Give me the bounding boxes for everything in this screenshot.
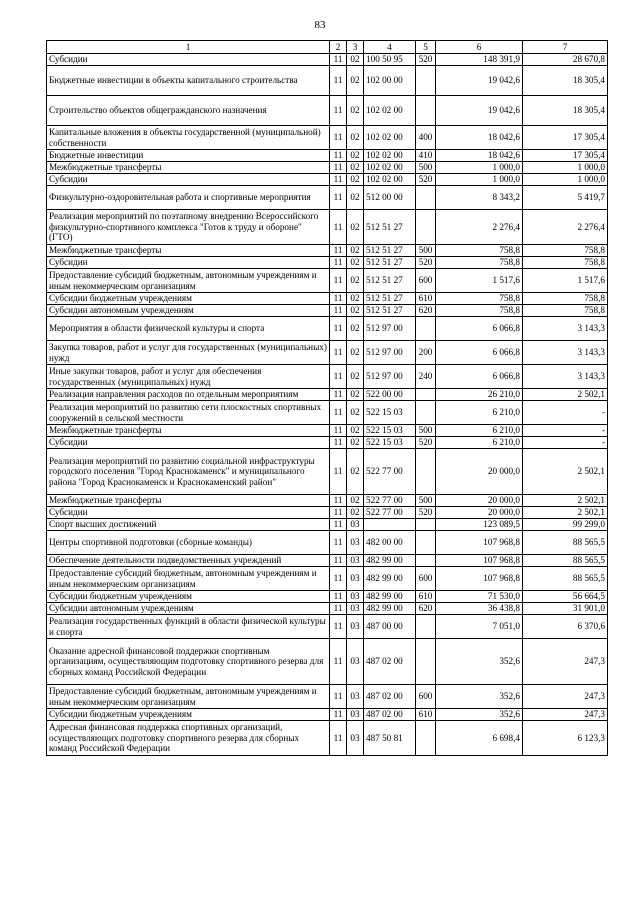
row-name-cell: Спорт высших достижений [47,519,330,531]
target-article-cell: 487 02 00 [364,639,416,685]
row-name-cell: Реализация мероприятий по развитию сети плоскостных спортивных сооружений в сельской местности [47,401,330,425]
section-code-cell: 11 [330,317,347,341]
expense-type-cell: 520 [416,174,436,186]
amount-column-6-cell: 107 968,8 [436,555,523,567]
section-code-cell: 11 [330,685,347,709]
target-article-cell: 522 00 00 [364,389,416,401]
subsection-code-cell: 02 [347,293,364,305]
amount-column-7-cell: 28 670,8 [523,54,608,66]
amount-column-7-cell: 247,3 [523,709,608,721]
target-article-cell: 102 00 00 [364,66,416,96]
row-name-cell: Субсидии бюджетным учреждениям [47,293,330,305]
subsection-code-cell: 02 [347,162,364,174]
table-row [47,639,608,685]
section-code-cell: 11 [330,401,347,425]
amount-column-6-cell: 6 066,8 [436,341,523,365]
amount-column-6-cell: 19 042,6 [436,96,523,126]
subsection-code-cell: 03 [347,567,364,591]
expense-type-cell: 600 [416,685,436,709]
section-code-cell: 11 [330,425,347,437]
section-code-cell: 11 [330,709,347,721]
expense-type-cell: 520 [416,54,436,66]
amount-column-6-cell: 2 276,4 [436,210,523,245]
section-code-cell: 11 [330,615,347,639]
amount-column-6-cell: 352,6 [436,685,523,709]
row-name-cell: Субсидии [47,507,330,519]
section-code-cell: 11 [330,507,347,519]
target-article-cell: 102 02 00 [364,126,416,150]
target-article-cell: 487 00 00 [364,615,416,639]
expense-type-cell: 500 [416,495,436,507]
target-article-cell: 102 02 00 [364,150,416,162]
target-article-cell: 522 77 00 [364,495,416,507]
row-name-cell: Реализация мероприятий по поэтапному внедрению Всероссийского физкультурно-спортивного комплекса "Готов к труду и обороне" (ГТО) [47,210,330,245]
amount-column-7-cell: 758,8 [523,245,608,257]
expense-type-cell: 520 [416,437,436,449]
table-row [47,341,608,365]
section-code-cell: 11 [330,96,347,126]
amount-column-6-cell: 18 042,6 [436,126,523,150]
table-row [47,66,608,96]
amount-column-7-cell: - [523,401,608,425]
subsection-code-cell: 02 [347,389,364,401]
amount-column-7-cell: 1 000,0 [523,162,608,174]
column-header-7: 7 [523,41,608,54]
row-name-cell: Физкультурно-оздоровительная работа и спортивные мероприятия [47,186,330,210]
expense-type-cell: 410 [416,150,436,162]
row-name-cell: Бюджетные инвестиции [47,150,330,162]
expense-type-cell: 520 [416,507,436,519]
table-row [47,603,608,615]
amount-column-7-cell: 247,3 [523,685,608,709]
row-name-cell: Межбюджетные трансферты [47,425,330,437]
row-name-cell: Субсидии [47,174,330,186]
row-name-cell: Субсидии бюджетным учреждениям [47,709,330,721]
amount-column-7-cell: 758,8 [523,293,608,305]
table-row [47,555,608,567]
target-article-cell: 487 50 81 [364,721,416,756]
section-code-cell: 11 [330,174,347,186]
row-name-cell: Обеспечение деятельности подведомственных учреждений [47,555,330,567]
target-article-cell: 512 51 27 [364,293,416,305]
amount-column-7-cell: 17 305,4 [523,126,608,150]
target-article-cell: 512 51 27 [364,210,416,245]
expense-type-cell: 600 [416,567,436,591]
amount-column-6-cell: 20 000,0 [436,449,523,495]
amount-column-6-cell: 758,8 [436,245,523,257]
section-code-cell: 11 [330,126,347,150]
amount-column-7-cell: 88 565,5 [523,555,608,567]
amount-column-7-cell: 5 419,7 [523,186,608,210]
table-row [47,721,608,756]
amount-column-6-cell: 352,6 [436,709,523,721]
amount-column-6-cell: 36 438,8 [436,603,523,615]
amount-column-6-cell: 7 051,0 [436,615,523,639]
target-article-cell: 512 51 27 [364,269,416,293]
section-code-cell: 11 [330,365,347,389]
target-article-cell: 482 99 00 [364,567,416,591]
row-name-cell: Закупка товаров, работ и услуг для государственных (муниципальных) нужд [47,341,330,365]
row-name-cell: Бюджетные инвестиции в объекты капитального строительства [47,66,330,96]
subsection-code-cell: 02 [347,210,364,245]
amount-column-7-cell: 18 305,4 [523,96,608,126]
expense-type-cell [416,639,436,685]
target-article-cell: 482 99 00 [364,603,416,615]
row-name-cell: Мероприятия в области физической культуры и спорта [47,317,330,341]
row-name-cell: Иные закупки товаров, работ и услуг для обеспечения государственных (муниципальных) нужд [47,365,330,389]
row-name-cell: Межбюджетные трансферты [47,495,330,507]
table-row [47,519,608,531]
table-row [47,709,608,721]
target-article-cell: 512 51 27 [364,257,416,269]
expense-type-cell: 620 [416,305,436,317]
subsection-code-cell: 03 [347,555,364,567]
expense-type-cell [416,449,436,495]
row-name-cell: Субсидии [47,437,330,449]
amount-column-6-cell: 6 210,0 [436,425,523,437]
subsection-code-cell: 03 [347,685,364,709]
expense-type-cell: 610 [416,591,436,603]
section-code-cell: 11 [330,591,347,603]
amount-column-7-cell: - [523,437,608,449]
amount-column-6-cell: 20 000,0 [436,495,523,507]
amount-column-7-cell: 3 143,3 [523,365,608,389]
subsection-code-cell: 03 [347,615,364,639]
subsection-code-cell: 02 [347,257,364,269]
column-header-6: 6 [436,41,523,54]
subsection-code-cell: 02 [347,126,364,150]
target-article-cell: 522 77 00 [364,449,416,495]
amount-column-7-cell: 2 276,4 [523,210,608,245]
subsection-code-cell: 03 [347,721,364,756]
section-code-cell: 11 [330,567,347,591]
table-row [47,245,608,257]
page-number: 83 [314,19,326,31]
row-name-cell: Предоставление субсидий бюджетным, автономным учреждениям и иным некоммерческим организациям [47,685,330,709]
table-row [47,591,608,603]
column-header-2: 2 [330,41,347,54]
table-row [47,567,608,591]
expense-type-cell [416,210,436,245]
table-row [47,437,608,449]
target-article-cell: 100 50 95 [364,54,416,66]
amount-column-6-cell: 6 210,0 [436,401,523,425]
subsection-code-cell: 02 [347,305,364,317]
target-article-cell: 482 99 00 [364,555,416,567]
target-article-cell: 487 02 00 [364,685,416,709]
amount-column-6-cell: 18 042,6 [436,150,523,162]
row-name-cell: Оказание адресной финансовой поддержки спортивным организациям, осуществляющим подготовку спортивного резерва для сборных команд Российской Федерации [47,639,330,685]
expense-type-cell: 500 [416,162,436,174]
amount-column-7-cell: 758,8 [523,305,608,317]
subsection-code-cell: 02 [347,186,364,210]
subsection-code-cell: 02 [347,449,364,495]
row-name-cell: Предоставление субсидий бюджетным, автономным учреждениям и иным некоммерческим организациям [47,269,330,293]
table-row [47,257,608,269]
subsection-code-cell: 02 [347,437,364,449]
expense-type-cell [416,519,436,531]
target-article-cell: 522 77 00 [364,507,416,519]
expense-type-cell [416,317,436,341]
table-row [47,389,608,401]
section-code-cell: 11 [330,639,347,685]
row-name-cell: Строительство объектов общегражданского назначения [47,96,330,126]
expense-type-cell: 400 [416,126,436,150]
table-row [47,507,608,519]
amount-column-7-cell: 88 565,5 [523,531,608,555]
row-name-cell: Капитальные вложения в объекты государственной (муниципальной) собственности [47,126,330,150]
row-name-cell: Центры спортивной подготовки (сборные команды) [47,531,330,555]
subsection-code-cell: 02 [347,66,364,96]
header-row [47,41,608,54]
table-row [47,615,608,639]
column-header-3: 3 [347,41,364,54]
amount-column-7-cell: 2 502,1 [523,495,608,507]
table-row [47,96,608,126]
table-row [47,305,608,317]
subsection-code-cell: 03 [347,519,364,531]
row-name-cell: Адресная финансовая поддержка спортивных организаций, осуществляющих подготовку спортивного резерва для сборных команд Российской Федерации [47,721,330,756]
expense-type-cell: 200 [416,341,436,365]
section-code-cell: 11 [330,269,347,293]
column-header-4: 4 [364,41,416,54]
amount-column-7-cell: - [523,425,608,437]
amount-column-6-cell: 352,6 [436,639,523,685]
amount-column-6-cell: 1 000,0 [436,162,523,174]
row-name-cell: Субсидии [47,54,330,66]
amount-column-7-cell: 2 502,1 [523,389,608,401]
row-name-cell: Субсидии бюджетным учреждениям [47,591,330,603]
expense-type-cell: 500 [416,425,436,437]
section-code-cell: 11 [330,495,347,507]
expense-type-cell [416,615,436,639]
expense-type-cell: 500 [416,245,436,257]
target-article-cell: 512 51 27 [364,245,416,257]
subsection-code-cell: 02 [347,495,364,507]
expense-type-cell [416,186,436,210]
table-row [47,365,608,389]
amount-column-7-cell: 6 370,6 [523,615,608,639]
section-code-cell: 11 [330,293,347,305]
subsection-code-cell: 02 [347,425,364,437]
column-header-5: 5 [416,41,436,54]
table-row [47,401,608,425]
amount-column-7-cell: 758,8 [523,257,608,269]
amount-column-6-cell: 1 000,0 [436,174,523,186]
target-article-cell: 522 15 03 [364,401,416,425]
expense-type-cell [416,401,436,425]
budget-table [46,40,608,756]
expense-type-cell: 610 [416,293,436,305]
amount-column-7-cell: 2 502,1 [523,507,608,519]
subsection-code-cell: 02 [347,269,364,293]
section-code-cell: 11 [330,186,347,210]
table-row [47,269,608,293]
amount-column-6-cell: 8 343,2 [436,186,523,210]
section-code-cell: 11 [330,257,347,269]
table-row [47,54,608,66]
section-code-cell: 11 [330,245,347,257]
table-row [47,126,608,150]
row-name-cell: Межбюджетные трансферты [47,162,330,174]
subsection-code-cell: 03 [347,531,364,555]
target-article-cell: 482 00 00 [364,531,416,555]
amount-column-6-cell: 758,8 [436,257,523,269]
amount-column-7-cell: 1 517,6 [523,269,608,293]
amount-column-7-cell: 17 305,4 [523,150,608,162]
subsection-code-cell: 02 [347,174,364,186]
section-code-cell: 11 [330,210,347,245]
expense-type-cell: 600 [416,269,436,293]
amount-column-7-cell: 31 901,0 [523,603,608,615]
subsection-code-cell: 03 [347,709,364,721]
row-name-cell: Предоставление субсидий бюджетным, автономным учреждениям и иным некоммерческим организациям [47,567,330,591]
subsection-code-cell: 02 [347,54,364,66]
target-article-cell: 512 00 00 [364,186,416,210]
table-row [47,495,608,507]
row-name-cell: Межбюджетные трансферты [47,245,330,257]
amount-column-6-cell: 1 517,6 [436,269,523,293]
amount-column-7-cell: 2 502,1 [523,449,608,495]
table-row [47,150,608,162]
target-article-cell: 512 97 00 [364,317,416,341]
amount-column-6-cell: 6 066,8 [436,317,523,341]
target-article-cell: 512 97 00 [364,365,416,389]
section-code-cell: 11 [330,66,347,96]
table-row [47,317,608,341]
subsection-code-cell: 03 [347,591,364,603]
amount-column-7-cell: 99 299,0 [523,519,608,531]
row-name-cell: Реализация мероприятий по развитию социальной инфраструктуры городского поселения "Город Краснокаменск" и муниципального района "Город Краснокаменск и Краснокаменский район" [47,449,330,495]
expense-type-cell: 610 [416,709,436,721]
section-code-cell: 11 [330,341,347,365]
target-article-cell: 522 15 03 [364,437,416,449]
amount-column-6-cell: 6 066,8 [436,365,523,389]
subsection-code-cell: 02 [347,401,364,425]
table-row [47,174,608,186]
amount-column-7-cell: 3 143,3 [523,341,608,365]
amount-column-6-cell: 6 698,4 [436,721,523,756]
amount-column-6-cell: 26 210,0 [436,389,523,401]
amount-column-6-cell: 6 210,0 [436,437,523,449]
section-code-cell: 11 [330,519,347,531]
row-name-cell: Субсидии [47,257,330,269]
amount-column-7-cell: 1 000,0 [523,174,608,186]
subsection-code-cell: 02 [347,96,364,126]
amount-column-6-cell: 107 968,8 [436,567,523,591]
row-name-cell: Субсидии автономным учреждениям [47,305,330,317]
row-name-cell: Реализация направления расходов по отдельным мероприятиям [47,389,330,401]
target-article-cell: 102 02 00 [364,162,416,174]
subsection-code-cell: 03 [347,603,364,615]
amount-column-7-cell: 18 305,4 [523,66,608,96]
section-code-cell: 11 [330,555,347,567]
amount-column-6-cell: 123 089,5 [436,519,523,531]
subsection-code-cell: 02 [347,507,364,519]
column-header-1: 1 [47,41,330,54]
table-row [47,293,608,305]
table-row [47,531,608,555]
subsection-code-cell: 02 [347,317,364,341]
target-article-cell: 522 15 03 [364,425,416,437]
expense-type-cell [416,531,436,555]
expense-type-cell [416,66,436,96]
subsection-code-cell: 02 [347,341,364,365]
section-code-cell: 11 [330,305,347,317]
subsection-code-cell: 02 [347,365,364,389]
subsection-code-cell: 02 [347,150,364,162]
expense-type-cell [416,96,436,126]
target-article-cell: 512 97 00 [364,341,416,365]
expense-type-cell: 620 [416,603,436,615]
target-article-cell: 482 99 00 [364,591,416,603]
target-article-cell: 487 02 00 [364,709,416,721]
target-article-cell: 102 02 00 [364,96,416,126]
section-code-cell: 11 [330,54,347,66]
section-code-cell: 11 [330,449,347,495]
amount-column-7-cell: 88 565,5 [523,567,608,591]
section-code-cell: 11 [330,437,347,449]
amount-column-7-cell: 56 664,5 [523,591,608,603]
subsection-code-cell: 03 [347,639,364,685]
section-code-cell: 11 [330,389,347,401]
expense-type-cell: 520 [416,257,436,269]
amount-column-6-cell: 148 391,9 [436,54,523,66]
table-row [47,685,608,709]
table-row [47,425,608,437]
target-article-cell: 512 51 27 [364,305,416,317]
amount-column-6-cell: 20 000,0 [436,507,523,519]
subsection-code-cell: 02 [347,245,364,257]
expense-type-cell [416,721,436,756]
amount-column-6-cell: 71 530,0 [436,591,523,603]
amount-column-6-cell: 19 042,6 [436,66,523,96]
amount-column-6-cell: 107 968,8 [436,531,523,555]
section-code-cell: 11 [330,531,347,555]
amount-column-7-cell: 247,3 [523,639,608,685]
table-row [47,449,608,495]
amount-column-6-cell: 758,8 [436,293,523,305]
target-article-cell: 102 02 00 [364,174,416,186]
section-code-cell: 11 [330,603,347,615]
amount-column-7-cell: 3 143,3 [523,317,608,341]
row-name-cell: Субсидии автономным учреждениям [47,603,330,615]
expense-type-cell [416,389,436,401]
amount-column-6-cell: 758,8 [436,305,523,317]
section-code-cell: 11 [330,162,347,174]
table-body [47,54,608,756]
expense-type-cell: 240 [416,365,436,389]
amount-column-7-cell: 6 123,3 [523,721,608,756]
table-row [47,186,608,210]
row-name-cell: Реализация государственных функций в области физической культуры и спорта [47,615,330,639]
table-row [47,162,608,174]
target-article-cell [364,519,416,531]
table-row [47,210,608,245]
expense-type-cell [416,555,436,567]
section-code-cell: 11 [330,721,347,756]
section-code-cell: 11 [330,150,347,162]
